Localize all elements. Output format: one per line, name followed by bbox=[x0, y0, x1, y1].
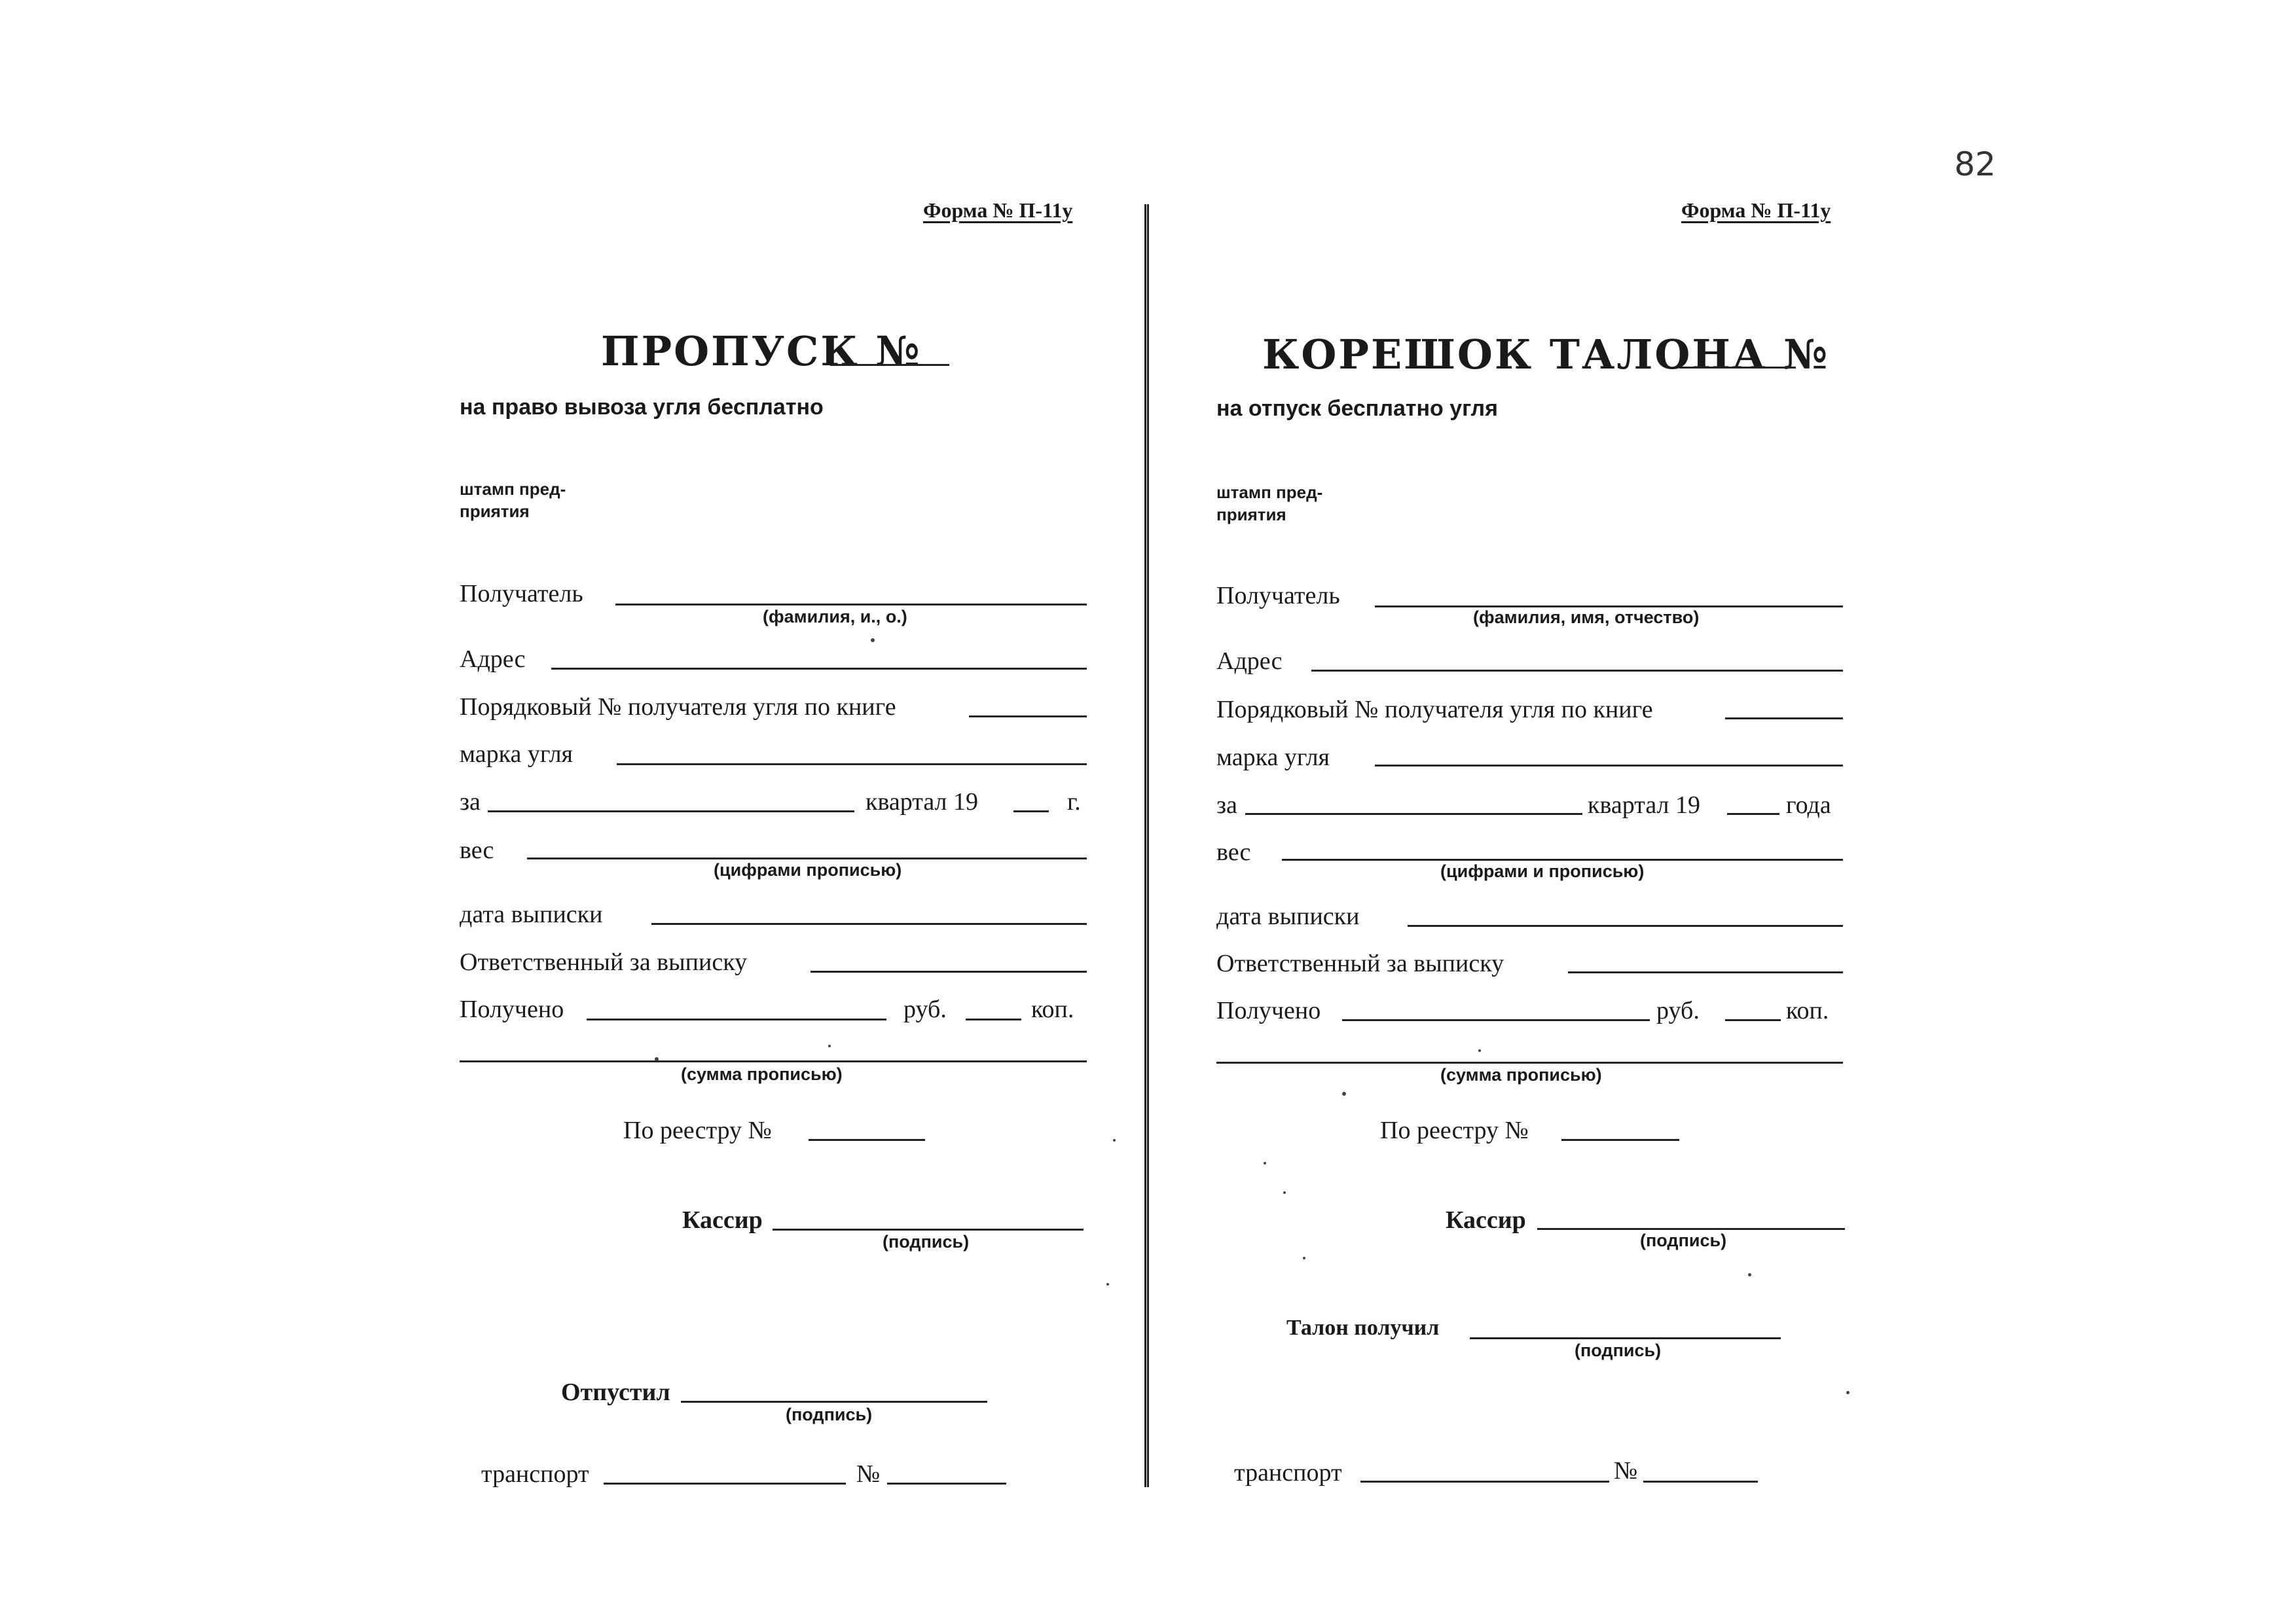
right-coupon-received-label: Талон получил bbox=[1286, 1316, 1440, 1340]
right-coupon-received-signature-field[interactable] bbox=[1470, 1337, 1781, 1339]
left-received-label: Получено bbox=[460, 996, 564, 1023]
left-period-field[interactable] bbox=[488, 810, 854, 812]
left-received-field[interactable] bbox=[587, 1019, 886, 1020]
right-responsible-field[interactable] bbox=[1568, 971, 1843, 973]
left-address-field[interactable] bbox=[551, 668, 1087, 670]
left-title-number-line[interactable] bbox=[830, 364, 949, 366]
left-amount-words-field[interactable] bbox=[460, 1060, 1087, 1062]
right-amount-hint: (сумма прописью) bbox=[1440, 1065, 1602, 1085]
right-kop-label: коп. bbox=[1786, 997, 1829, 1024]
left-subtitle: на право вывоза угля бесплатно bbox=[460, 395, 824, 420]
left-year-field[interactable] bbox=[1013, 810, 1049, 812]
center-divider bbox=[1144, 204, 1149, 1487]
right-received-label: Получено bbox=[1216, 997, 1321, 1024]
right-recipient-label: Получатель bbox=[1216, 582, 1340, 609]
right-registry-field[interactable] bbox=[1561, 1139, 1679, 1141]
right-transport-number-label: № bbox=[1614, 1457, 1638, 1485]
left-recipient-label: Получатель bbox=[460, 580, 583, 607]
left-coal-grade-field[interactable] bbox=[617, 763, 1087, 765]
left-order-number-field[interactable] bbox=[969, 715, 1087, 717]
right-title-number-line[interactable] bbox=[1679, 367, 1796, 369]
right-coal-grade-field[interactable] bbox=[1375, 765, 1843, 767]
left-issue-date-field[interactable] bbox=[651, 923, 1087, 925]
left-rub-label: руб. bbox=[903, 996, 947, 1023]
left-amount-hint: (сумма прописью) bbox=[681, 1064, 843, 1084]
left-issue-date-label: дата выписки bbox=[460, 901, 603, 928]
left-responsible-field[interactable] bbox=[811, 971, 1087, 973]
left-coal-grade-label: марка угля bbox=[460, 740, 574, 768]
right-title: КОРЕШОК ТАЛОНА № bbox=[1262, 331, 1830, 378]
left-released-hint: (подпись) bbox=[786, 1405, 873, 1424]
right-coupon-received-hint: (подпись) bbox=[1575, 1341, 1662, 1360]
right-weight-label: вес bbox=[1216, 839, 1251, 866]
right-transport-number-field[interactable] bbox=[1643, 1481, 1758, 1483]
left-weight-label: вес bbox=[460, 837, 494, 864]
right-period-field[interactable] bbox=[1245, 813, 1582, 815]
right-form-code: Форма № П-11у bbox=[1681, 198, 1831, 222]
left-address-label: Адрес bbox=[460, 645, 526, 673]
right-for-label: за bbox=[1216, 791, 1237, 819]
page-number: 82 bbox=[1954, 145, 1996, 183]
right-subtitle: на отпуск бесплатно угля bbox=[1216, 396, 1498, 421]
left-recipient-hint: (фамилия, и., о.) bbox=[763, 607, 907, 626]
left-weight-field[interactable] bbox=[527, 857, 1087, 859]
left-transport-field[interactable] bbox=[604, 1483, 846, 1485]
right-received-field[interactable] bbox=[1342, 1019, 1650, 1021]
left-weight-hint: (цифрами прописью) bbox=[714, 860, 902, 880]
right-stamp-area: штамп пред-приятия bbox=[1216, 482, 1323, 524]
left-registry-label: По реестру № bbox=[623, 1117, 772, 1144]
left-for-label: за bbox=[460, 788, 481, 816]
left-transport-number-field[interactable] bbox=[887, 1483, 1006, 1485]
right-cashier-signature-field[interactable] bbox=[1537, 1228, 1845, 1230]
right-weight-hint: (цифрами и прописью) bbox=[1440, 861, 1645, 881]
right-recipient-hint: (фамилия, имя, отчество) bbox=[1473, 607, 1700, 627]
right-amount-words-field[interactable] bbox=[1216, 1062, 1843, 1064]
right-registry-label: По реестру № bbox=[1380, 1117, 1529, 1144]
left-transport-number-label: № bbox=[856, 1460, 881, 1488]
right-order-number-field[interactable] bbox=[1725, 717, 1843, 719]
right-transport-field[interactable] bbox=[1360, 1481, 1609, 1483]
left-released-signature-field[interactable] bbox=[681, 1401, 987, 1403]
left-kop-label: коп. bbox=[1031, 996, 1074, 1023]
right-coal-grade-label: марка угля bbox=[1216, 744, 1330, 771]
left-registry-field[interactable] bbox=[809, 1139, 925, 1141]
right-transport-label: транспорт bbox=[1234, 1459, 1342, 1487]
left-quarter-suffix: г. bbox=[1067, 788, 1081, 816]
right-quarter-label: квартал 19 bbox=[1588, 791, 1701, 819]
left-order-number-label: Порядковый № получателя угля по книге bbox=[460, 693, 896, 721]
left-transport-label: транспорт bbox=[481, 1460, 589, 1488]
right-responsible-label: Ответственный за выписку bbox=[1216, 950, 1504, 977]
right-order-number-label: Порядковый № получателя угля по книге bbox=[1216, 696, 1653, 723]
right-rub-field[interactable] bbox=[1725, 1019, 1781, 1021]
left-stamp-area: штамп пред-приятия bbox=[460, 479, 566, 521]
right-issue-date-field[interactable] bbox=[1408, 925, 1843, 927]
right-address-label: Адрес bbox=[1216, 647, 1283, 675]
left-released-label: Отпустил bbox=[561, 1379, 670, 1406]
left-rub-field[interactable] bbox=[966, 1019, 1021, 1020]
left-title: ПРОПУСК № bbox=[601, 327, 922, 375]
left-cashier-label: Кассир bbox=[682, 1206, 763, 1234]
right-weight-field[interactable] bbox=[1282, 859, 1843, 861]
left-quarter-label: квартал 19 bbox=[866, 788, 979, 816]
left-responsible-label: Ответственный за выписку bbox=[460, 948, 748, 976]
right-address-field[interactable] bbox=[1311, 670, 1843, 672]
right-year-field[interactable] bbox=[1727, 813, 1779, 815]
right-cashier-hint: (подпись) bbox=[1640, 1231, 1727, 1250]
right-issue-date-label: дата выписки bbox=[1216, 903, 1360, 930]
left-recipient-field[interactable] bbox=[615, 604, 1087, 605]
left-cashier-signature-field[interactable] bbox=[773, 1229, 1084, 1231]
left-cashier-hint: (подпись) bbox=[883, 1232, 970, 1252]
right-cashier-label: Кассир bbox=[1446, 1206, 1526, 1234]
left-form-code: Форма № П-11у bbox=[923, 198, 1073, 222]
right-quarter-suffix: года bbox=[1786, 791, 1831, 819]
right-rub-label: руб. bbox=[1656, 997, 1700, 1024]
